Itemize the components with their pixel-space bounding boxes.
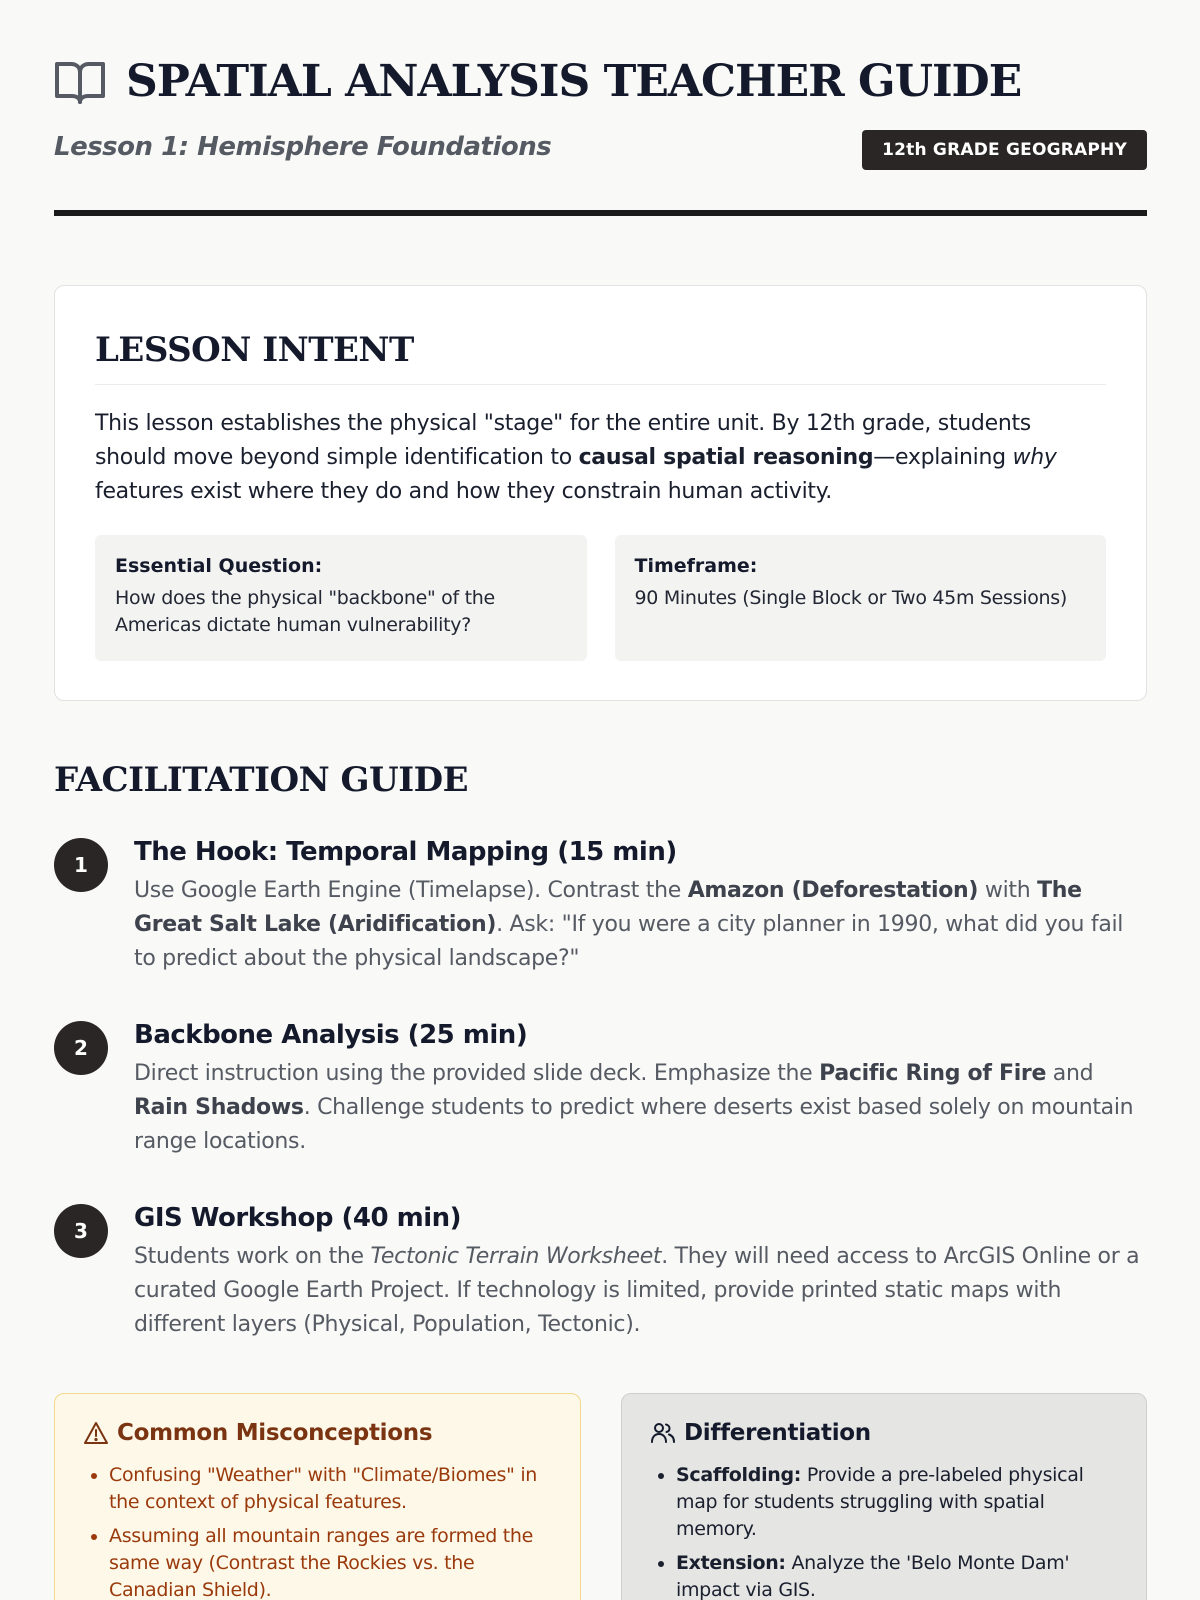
essential-question-label: Essential Question:	[115, 555, 323, 577]
differentiation-title: Differentiation	[684, 1420, 871, 1446]
essential-question-box	[95, 535, 587, 661]
step-text: and	[1046, 1061, 1094, 1086]
misconception-item: • Confusing "Weather" with "Climate/Biomes" in the context of physical features.	[109, 1462, 552, 1516]
step-text: Use Google Earth Engine (Timelapse). Contrast the	[134, 878, 688, 903]
step-text: Students work on the	[134, 1244, 371, 1269]
intent-text-italic: why	[1012, 445, 1057, 470]
differentiation-text: Analyze the 'Belo Monte Dam' impact via GIS.	[676, 1552, 1070, 1600]
grade-badge: 12th GRADE GEOGRAPHY	[862, 130, 1147, 170]
step-content	[134, 834, 1147, 976]
title-row	[54, 56, 1021, 107]
header-divider	[54, 210, 1147, 216]
intent-text-3: features exist where they do and how they constrain human activity.	[95, 479, 832, 504]
misconception-item: • Assuming all mountain ranges are formed the same way (Contrast the Rockies vs. the Canadian Shield).	[109, 1523, 552, 1600]
step-number-badge: 2	[54, 1021, 108, 1075]
intent-text-2: —explaining	[873, 445, 1013, 470]
step-number-badge: 3	[54, 1204, 108, 1258]
book-open-icon	[54, 58, 106, 106]
essential-question-text: How does the physical "backbone" of the Americas dictate human vulnerability?	[115, 587, 495, 636]
step-body	[134, 1057, 1147, 1159]
worksheet-title: Tectonic Terrain Worksheet	[370, 1244, 662, 1269]
misconceptions-list	[83, 1462, 552, 1600]
step-text: . They will need access to ArcGIS Online or a curated Google Earth Project. If technology is limited, provide printed static maps with different layers (Physical, Population, Tectonic).	[134, 1244, 1140, 1337]
step-text: with	[978, 878, 1038, 903]
misconceptions-title-row	[83, 1420, 552, 1446]
differentiation-item	[676, 1462, 1118, 1543]
timeframe-box	[615, 535, 1107, 661]
differentiation-item	[676, 1550, 1118, 1600]
users-icon	[650, 1421, 676, 1445]
facilitation-heading: FACILITATION GUIDE	[54, 760, 468, 800]
misconceptions-card	[54, 1393, 581, 1600]
step-emphasis: Amazon (Deforestation)	[687, 878, 979, 903]
step-emphasis: The Great Salt Lake (Aridification)	[134, 878, 1082, 937]
warning-icon	[83, 1421, 109, 1445]
step-title: Backbone Analysis (25 min)	[134, 1020, 528, 1050]
step-emphasis: Pacific Ring of Fire	[819, 1061, 1047, 1086]
differentiation-text: Provide a pre-labeled physical map for students struggling with spatial memory.	[676, 1464, 1084, 1540]
step-body	[134, 874, 1147, 976]
lesson-intent-heading: LESSON INTENT	[95, 330, 1106, 385]
differentiation-card	[621, 1393, 1147, 1600]
step-content	[134, 1200, 1147, 1342]
differentiation-title-row	[650, 1420, 1118, 1446]
lesson-subtitle: Lesson 1: Hemisphere Foundations	[54, 132, 552, 162]
timeframe-label: Timeframe:	[634, 555, 758, 577]
differentiation-label: Extension:	[676, 1552, 786, 1574]
page-title: SPATIAL ANALYSIS TEACHER GUIDE	[126, 56, 1022, 107]
step-content	[134, 1017, 1147, 1159]
step-number-badge: 1	[54, 838, 108, 892]
step-emphasis: Rain Shadows	[134, 1095, 304, 1120]
lesson-intent-body	[95, 407, 1106, 509]
step-text: . Challenge students to predict where deserts exist based solely on mountain range locations.	[134, 1095, 1134, 1154]
step-body	[134, 1240, 1147, 1342]
step-text: . Ask: "If you were a city planner in 1990, what did you fail to predict about the physical landscape?"	[134, 912, 1124, 971]
misconceptions-title: Common Misconceptions	[117, 1420, 433, 1446]
intent-text-bold: causal spatial reasoning	[578, 445, 874, 470]
step-text: Direct instruction using the provided slide deck. Emphasize the	[134, 1061, 820, 1086]
differentiation-list	[650, 1462, 1118, 1600]
differentiation-label: Scaffolding:	[676, 1464, 802, 1486]
intent-text-1: This lesson establishes the physical "stage" for the entire unit. By 12th grade, students should move beyond simple identification to	[95, 411, 1031, 470]
step-title: The Hook: Temporal Mapping (15 min)	[134, 837, 677, 867]
intent-info-row	[95, 535, 1106, 661]
lesson-intent-card	[54, 285, 1147, 701]
timeframe-text: 90 Minutes (Single Block or Two 45m Sessions)	[634, 587, 1068, 609]
step-title: GIS Workshop (40 min)	[134, 1203, 462, 1233]
